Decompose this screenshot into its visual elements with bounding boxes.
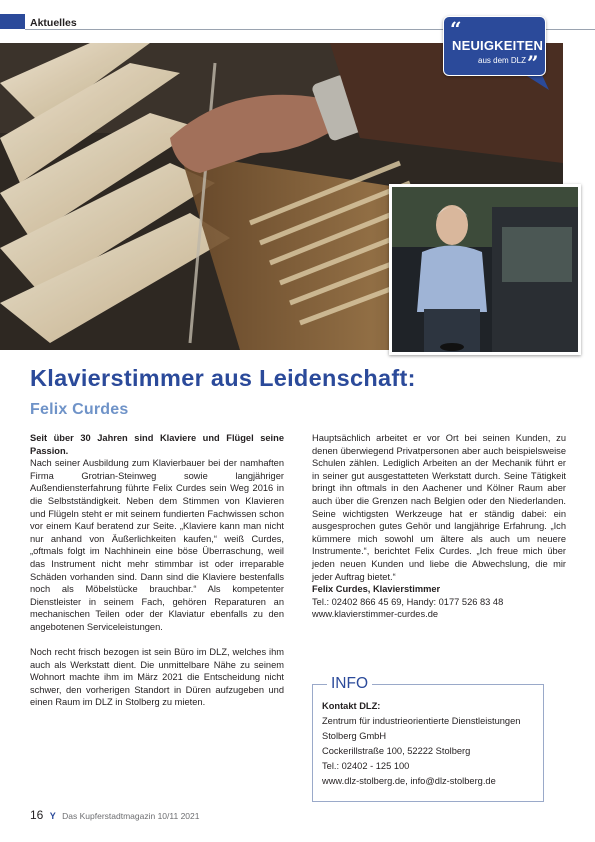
info-title: INFO <box>327 675 372 693</box>
page-number: 16 <box>30 808 44 822</box>
article-paragraph-2: Noch recht frisch bezogen ist sein Büro im DLZ, welches ihm auch als Werkstatt dient. Die unmittelbare Nähe zu seinem Wohnort machte ihm im März 2021 die Entscheidung nicht schwer, den vorherigen Standort in Düren aufzugeben und einen Raum im DLZ in Stolberg zu mieten. <box>30 647 284 708</box>
article-column-left <box>30 432 284 709</box>
section-label: Aktuelles <box>30 17 77 29</box>
article-lead: Seit über 30 Jahren sind Klaviere und Flügel seine Passion. <box>30 433 284 456</box>
paragraph-gap <box>30 634 284 647</box>
quote-open-icon: “ <box>450 17 462 41</box>
article-paragraph-1: Nach seiner Ausbildung zum Klavierbauer bei der namhaften Firma Grotrian-Steinweg sowie langjähriger Außendiensterfahrung führte Felix Curdes sein Weg 2016 in die Selbstständigkeit. Neben dem Stimmen von Klavieren und Flügeln steht er mit seinem fundierten Fachwissen schon vor einem Kauf beratend zur Seite. „Klaviere kann man nicht nur anhand von Äußerlichkeiten kaufen,“ weiß Curdes, „oftmals folgt im Nachhinein eine böse Überraschung, weil das Instrument nicht mehr stimmbar ist oder irreparable Schäden vorhanden sind. Dann sind die Klaviere bestenfalls noch als Möbelstücke brauchbar.“ Als kompetenter Dienstleister in seinem Fach, gehören Reparaturen an mechanischen Teilen oder der Klaviatur ebenfalls zu den angebotenen Serviceleistungen. <box>30 458 284 632</box>
contact-name: Felix Curdes, Klavierstimmer <box>312 584 441 595</box>
info-line-company-suffix: Stolberg GmbH <box>322 731 387 741</box>
info-heading: Kontakt DLZ: <box>322 701 381 711</box>
info-line-web-email[interactable]: www.dlz-stolberg.de, info@dlz-stolberg.de <box>322 776 496 786</box>
section-color-bar <box>0 14 25 29</box>
news-badge <box>443 16 546 84</box>
badge-title: NEUIGKEITEN <box>452 38 544 53</box>
article-paragraph-3: Hauptsächlich arbeitet er vor Ort bei seinen Kunden, zu denen überwiegend Privatpersonen aber auch beispielsweise Schulen zählen. Lediglich Arbeiten an der Mechanik führt er in seiner gut ausgestatteten Werkstatt durch. Seine Tätigkeit bringt ihn oftmals in den Aachener und Kölner Raum aber auch über die Grenzen nach Belgien oder den Niederlanden. Seine wichtigsten Werkzeuge hat er ständig dabei: ein ausgesprochen gutes Gehör und langjährige Erfahrung. „Ich kümmere mich sowohl um ältere als auch um neuere Instrumente.“, berichtet Felix Curdes. „Ich freue mich über jeden neuen Kunden und liebe die Abwechslung, die mir jeder Auftrag bietet.“ <box>312 433 566 582</box>
magazine-name: Das Kupferstadtmagazin 10/11 2021 <box>62 811 200 821</box>
info-line-address: Cockerillstraße 100, 52222 Stolberg <box>322 746 471 756</box>
article-title: Klavierstimmer aus Leidenschaft: <box>30 365 416 391</box>
contact-phone: Tel.: 02402 866 45 69, Handy: 0177 526 83 48 <box>312 596 504 607</box>
article-column-right <box>312 432 566 621</box>
inset-photo-portrait <box>389 184 581 355</box>
info-body <box>322 699 520 789</box>
quote-close-icon: ” <box>527 51 539 75</box>
badge-subtitle: aus dem DLZ <box>478 56 527 65</box>
portrait-illustration <box>392 187 578 352</box>
info-box <box>312 675 544 802</box>
contact-website-link[interactable]: www.klavierstimmer-curdes.de <box>312 609 439 620</box>
page-footer <box>30 808 199 822</box>
y-logo-icon: Y <box>49 811 56 821</box>
info-line-phone: Tel.: 02402 - 125 100 <box>322 761 410 771</box>
info-line-company: Zentrum für industrieorientierte Dienstleistungen <box>322 716 521 726</box>
article-subtitle: Felix Curdes <box>30 401 129 418</box>
